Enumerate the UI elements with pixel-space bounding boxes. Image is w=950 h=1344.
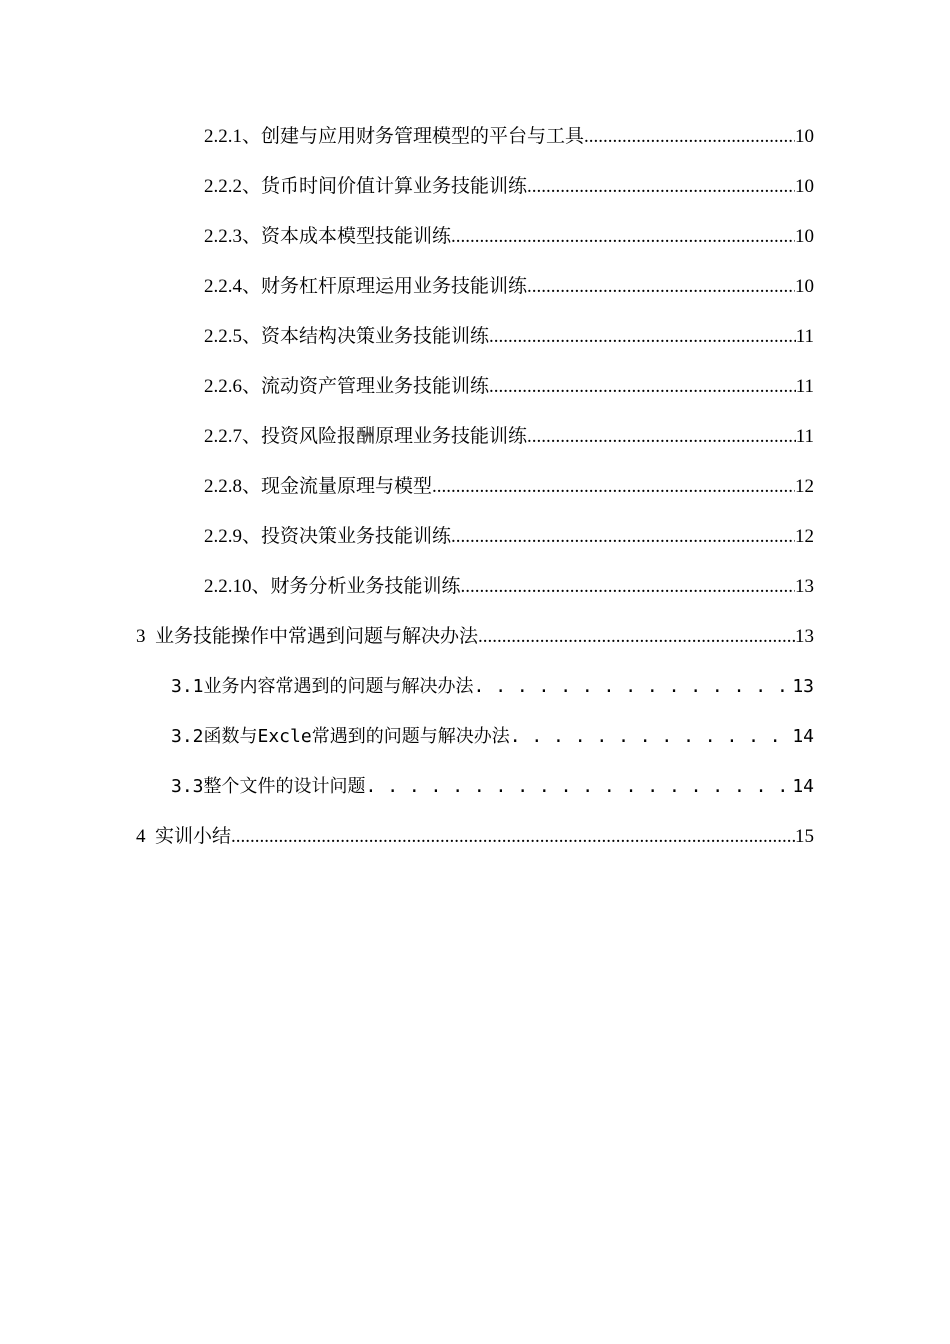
toc-entry-3-3[interactable]	[0, 762, 950, 812]
toc-entry-label: 3.3整个文件的设计问题	[171, 776, 366, 797]
toc-entry-label: 2.2.7、投资风险报酬原理业务技能训练	[204, 426, 528, 447]
toc-entry-label: 3.1业务内容常遇到的问题与解决办法	[171, 676, 474, 697]
toc-dot-leader	[584, 112, 795, 162]
toc-page-number: 11	[795, 426, 814, 447]
toc-entry-label: 4 实训小结	[136, 826, 232, 847]
toc-entry-label: 2.2.1、创建与应用财务管理模型的平台与工具	[204, 126, 585, 147]
toc-entry-2-2-4[interactable]	[0, 262, 950, 312]
toc-page-number: 10	[795, 176, 814, 197]
toc-entry-4[interactable]	[0, 812, 950, 862]
toc-entry-2-2-1[interactable]	[0, 112, 950, 162]
toc-entry-label: 2.2.6、流动资产管理业务技能训练	[204, 376, 490, 397]
toc-entry-3[interactable]	[0, 612, 950, 662]
toc-entry-2-2-2[interactable]	[0, 162, 950, 212]
toc-dot-leader	[510, 712, 793, 762]
toc-page-number: 13	[795, 626, 814, 647]
toc-dot-leader	[451, 512, 795, 562]
toc-page-number: 15	[795, 826, 814, 847]
toc-dot-leader	[527, 162, 795, 212]
toc-entry-label: 2.2.5、资本结构决策业务技能训练	[204, 326, 490, 347]
toc-entry-2-2-8[interactable]	[0, 462, 950, 512]
toc-page-number: 14	[792, 726, 814, 747]
toc-entry-2-2-9[interactable]	[0, 512, 950, 562]
table-of-contents	[0, 112, 950, 862]
toc-dot-leader	[432, 462, 795, 512]
toc-dot-leader	[474, 662, 793, 712]
toc-page-number: 13	[792, 676, 814, 697]
toc-page-number: 11	[795, 376, 814, 397]
toc-page-number: 12	[795, 476, 814, 497]
toc-entry-label: 2.2.9、投资决策业务技能训练	[204, 526, 452, 547]
toc-entry-label: 3 业务技能操作中常遇到问题与解决办法	[136, 626, 479, 647]
toc-entry-label: 3.2函数与Excle常遇到的问题与解决办法	[171, 726, 510, 747]
toc-entry-label: 2.2.2、货币时间价值计算业务技能训练	[204, 176, 528, 197]
toc-page-number: 10	[795, 226, 814, 247]
toc-page-number: 10	[795, 126, 814, 147]
toc-dot-leader	[231, 812, 795, 862]
toc-dot-leader	[489, 312, 796, 362]
toc-page-number: 14	[792, 776, 814, 797]
toc-entry-label: 2.2.3、资本成本模型技能训练	[204, 226, 452, 247]
toc-entry-label: 2.2.4、财务杠杆原理运用业务技能训练	[204, 276, 528, 297]
toc-dot-leader	[489, 362, 796, 412]
toc-page-number: 10	[795, 276, 814, 297]
toc-dot-leader	[527, 262, 795, 312]
toc-entry-2-2-6[interactable]	[0, 362, 950, 412]
toc-dot-leader	[527, 412, 796, 462]
toc-entry-2-2-5[interactable]	[0, 312, 950, 362]
toc-entry-label: 2.2.8、现金流量原理与模型	[204, 476, 433, 497]
toc-dot-leader	[366, 762, 793, 812]
toc-dot-leader	[451, 212, 795, 262]
toc-entry-3-2[interactable]	[0, 712, 950, 762]
toc-entry-label: 2.2.10、财务分析业务技能训练	[204, 576, 461, 597]
toc-dot-leader	[461, 562, 795, 612]
toc-page-number: 12	[795, 526, 814, 547]
toc-entry-3-1[interactable]	[0, 662, 950, 712]
toc-entry-2-2-3[interactable]	[0, 212, 950, 262]
toc-dot-leader	[478, 612, 795, 662]
toc-entry-2-2-7[interactable]	[0, 412, 950, 462]
toc-entry-2-2-10[interactable]	[0, 562, 950, 612]
toc-page-number: 11	[795, 326, 814, 347]
toc-page-number: 13	[795, 576, 814, 597]
